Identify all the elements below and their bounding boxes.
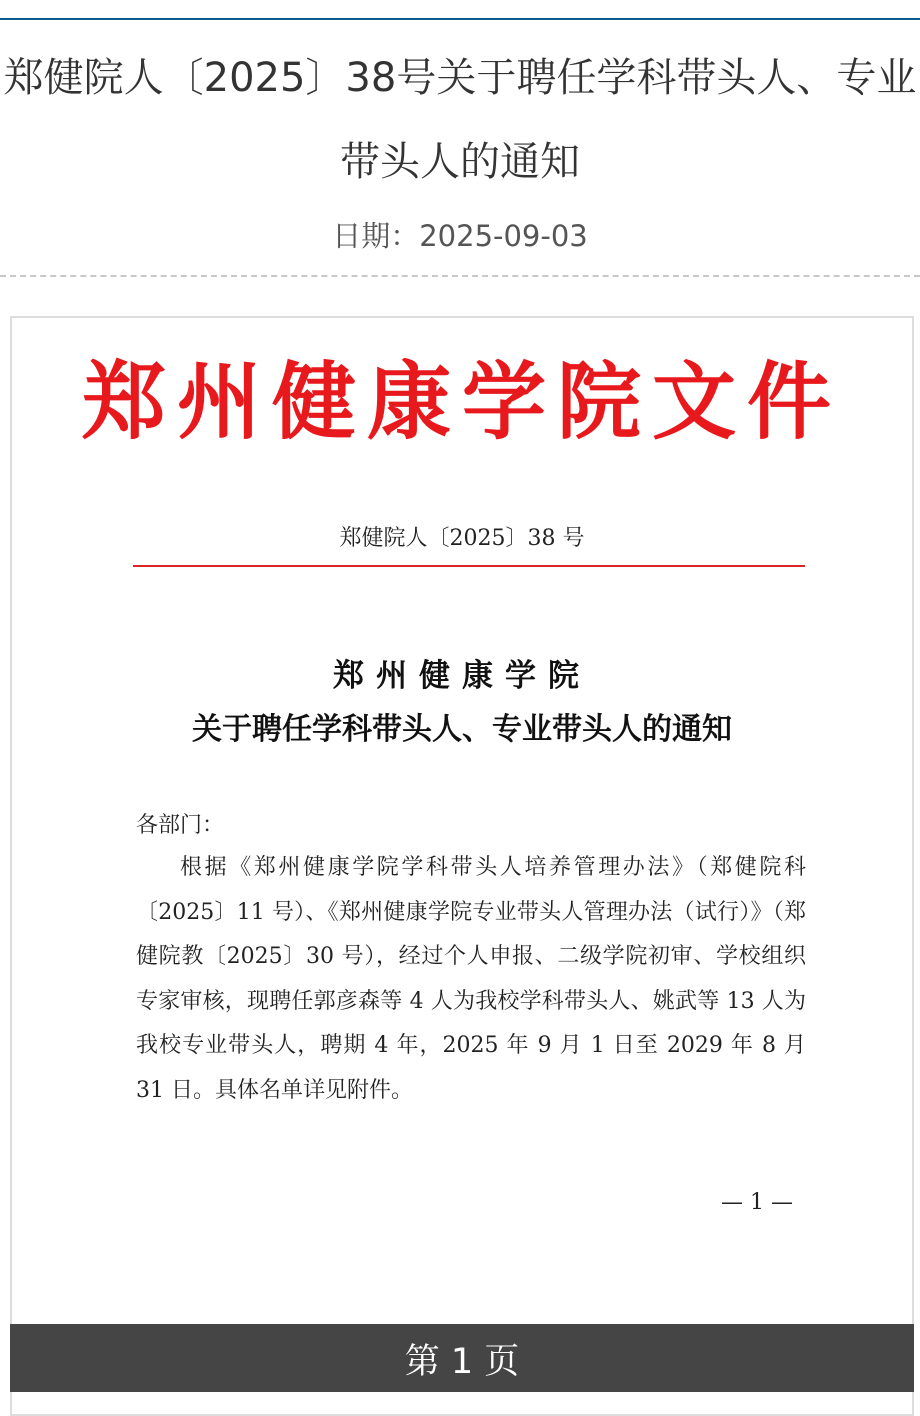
document-salutation: 各部门：	[136, 813, 225, 838]
document-page-number: — 1 —	[721, 1190, 793, 1215]
article-date: 日期：2025-09-03	[332, 219, 588, 253]
document-number: 郑健院人〔2025〕38 号	[339, 526, 585, 551]
document-title-line-2: 关于聘任学科带头人、专业带头人的通知	[192, 712, 732, 747]
page-indicator-label: 第 1 页	[404, 1342, 520, 1382]
red-divider-line	[133, 565, 805, 567]
document-red-header: 郑州健康学院文件	[81, 352, 842, 451]
top-divider	[0, 18, 920, 20]
dashed-divider	[0, 275, 920, 277]
page-indicator-bar[interactable]	[10, 1324, 914, 1392]
document-body-paragraph: 根据《郑州健康学院学科带头人培养管理办法》（郑健院科〔2025〕11 号）、《郑州健康学院专业带头人管理办法（试行）》（郑健院教〔2025〕30 号），经过个人申报、二级学院初审、学校组织专家审核，现聘任郭彦森等 4 人为我校学科带头人、姚武等 13 人为我校专业带头人，聘期 4 年，2025 年 9 月 1 日至 2029 年 8 月 31 日。具体名单详见附件。	[136, 855, 806, 1103]
article-title: 郑健院人〔2025〕38号关于聘任学科带头人、专业带头人的通知	[3, 55, 917, 185]
document-title-line-1: 郑州健康学院	[333, 658, 591, 694]
document-page-image	[10, 316, 914, 1416]
